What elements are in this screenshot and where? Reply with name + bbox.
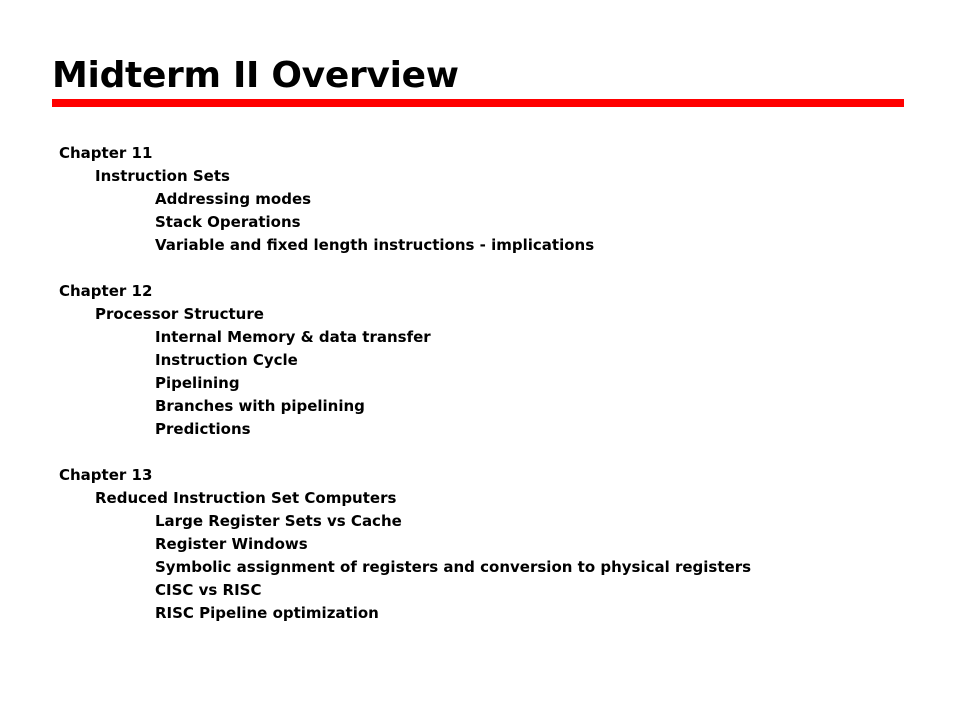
chapter-heading: Chapter 13: [59, 466, 153, 484]
chapter-topic: Reduced Instruction Set Computers: [95, 489, 397, 507]
outline: [59, 142, 939, 648]
outline-item: Pipelining: [155, 374, 240, 392]
title-underline: [52, 99, 904, 107]
outline-item: Addressing modes: [155, 190, 312, 208]
outline-item: Stack Operations: [155, 213, 301, 231]
outline-item: Branches with pipelining: [155, 397, 365, 415]
outline-item: CISC vs RISC: [155, 581, 262, 599]
outline-item: Symbolic assignment of registers and conversion to physical registers: [155, 558, 752, 576]
outline-item: Internal Memory & data transfer: [155, 328, 431, 346]
outline-item: Instruction Cycle: [155, 351, 298, 369]
chapter-12-section: [59, 280, 939, 441]
chapter-topic: Processor Structure: [95, 305, 264, 323]
chapter-topic: Instruction Sets: [95, 167, 230, 185]
outline-item: Predictions: [155, 420, 251, 438]
chapter-11-section: [59, 142, 939, 257]
slide-title: Midterm II Overview: [52, 55, 459, 96]
chapter-13-section: [59, 464, 939, 625]
outline-item: Register Windows: [155, 535, 308, 553]
outline-item: Large Register Sets vs Cache: [155, 512, 402, 530]
outline-item: Variable and fixed length instructions - implications: [155, 236, 595, 254]
chapter-heading: Chapter 11: [59, 144, 153, 162]
chapter-heading: Chapter 12: [59, 282, 153, 300]
outline-item: RISC Pipeline optimization: [155, 604, 379, 622]
